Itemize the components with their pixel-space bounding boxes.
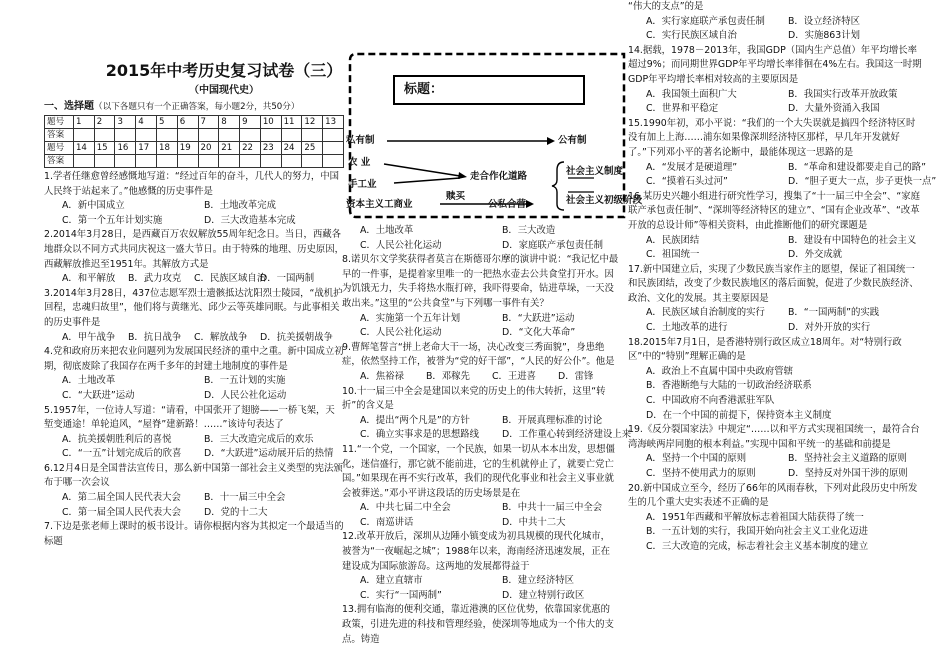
table-cell: 题号	[45, 116, 74, 129]
answer-option[interactable]: C．“摸着石头过河”	[646, 176, 728, 188]
question-list-3	[628, 0, 937, 555]
table-cell: 5	[157, 116, 178, 129]
table-cell: 17	[136, 142, 157, 155]
answer-option[interactable]: A．民族区域自治制度的实行	[646, 307, 765, 319]
answer-option[interactable]: C．“一五”计划完成后的欣喜	[62, 448, 182, 460]
answer-option[interactable]: A．土地改革	[62, 375, 116, 387]
table-cell	[73, 129, 94, 142]
table-cell: 3	[115, 116, 136, 129]
question-text: 2.2014年3月28日，是西藏百万农奴解放55周年纪念日。当日，西藏各地群众以不同方式共同庆祝这一盛大节日。由于特殊的地理、历史原因，西藏解放推迟至1951年。其解放方式是	[44, 229, 345, 270]
table-cell	[136, 129, 157, 142]
table-cell: 11	[281, 116, 302, 129]
option-line	[44, 331, 344, 346]
answer-option[interactable]: A．1951年西藏和平解放标志着祖国大陆获得了统一	[646, 511, 864, 523]
answer-option[interactable]: B．抗日战争	[128, 331, 182, 343]
table-cell: 13	[323, 116, 344, 129]
table-cell: 8	[219, 116, 240, 129]
table-cell: 24	[281, 142, 302, 155]
table-cell	[219, 129, 240, 142]
option-line	[44, 491, 344, 506]
answer-option[interactable]: C．民族区域自治	[194, 273, 267, 285]
table-cell: 14	[73, 142, 94, 155]
table-cell: 10	[260, 116, 281, 129]
answer-option[interactable]: A．建立直辖市	[360, 575, 423, 587]
answer-option[interactable]: A．政治上不直属中国中央政府管辖	[646, 365, 794, 377]
table-cell	[260, 155, 281, 168]
diagram-right-2: 社会主义初级阶段	[566, 195, 643, 206]
answer-option[interactable]: B．十一届三中全会	[204, 492, 286, 504]
table-cell	[281, 155, 302, 168]
answer-option[interactable]: D．实施863计划	[788, 30, 860, 42]
table-cell	[177, 129, 198, 142]
table-cell	[302, 129, 323, 142]
answer-option[interactable]: B．“大跃进”运动	[502, 312, 575, 324]
question-text: 17.新中国建立后，实现了少数民族当家作主的愿望，保证了祖国统一和民族团结，改变了少数民族地区的落后面貌，促进了少数民族经济、政治、文化的发展。其主要原因是	[628, 263, 919, 304]
option-line	[628, 511, 924, 526]
table-cell: 23	[260, 142, 281, 155]
diagram-agriculture: 农 业	[348, 157, 371, 168]
answer-option[interactable]: B．坚持社会主义道路的原则	[788, 453, 907, 465]
table-cell	[281, 129, 302, 142]
table-cell	[157, 155, 178, 168]
answer-option[interactable]: B．土地改革完成	[204, 200, 277, 212]
table-cell	[302, 155, 323, 168]
table-cell: 12	[302, 116, 323, 129]
answer-table-row	[45, 116, 344, 129]
question-text: “伟大的支点”的是	[628, 1, 704, 12]
blackboard-diagram	[342, 52, 643, 222]
answer-option[interactable]: B．设立经济特区	[788, 15, 861, 27]
answer-option[interactable]: C．祖国统一	[646, 249, 700, 261]
option-line	[44, 214, 344, 229]
answer-option[interactable]: D．家庭联产承包责任制	[502, 239, 603, 251]
answer-table-row	[45, 142, 344, 155]
answer-option[interactable]: D．在一个中国的前提下，保持资本主义制度	[646, 409, 832, 421]
option-line	[628, 321, 924, 336]
table-cell: 15	[94, 142, 115, 155]
answer-option[interactable]: B．一五计划的实行，我国开始向社会主义工业化迈进	[646, 526, 869, 538]
column-1	[44, 0, 344, 549]
diagram-capitalist: 资本主义工商业	[346, 199, 413, 210]
answer-option[interactable]: D．工作重心转到经济建设上来	[502, 429, 632, 441]
option-line	[628, 409, 924, 424]
answer-option[interactable]: C．中国政府不向香港派驻军队	[646, 395, 775, 407]
table-cell	[240, 155, 261, 168]
answer-option[interactable]: A．焦裕禄	[360, 370, 404, 382]
question-text: 19.《反分裂国家法》中规定“……以和平方式实现祖国统一，最符合台湾海峡两岸同胞的根本利益。”实现中国和平统一的基础和前提是	[628, 424, 920, 450]
table-cell	[157, 129, 178, 142]
section-title: 一、选择题	[44, 101, 94, 112]
table-cell	[323, 129, 344, 142]
table-cell: 18	[157, 142, 178, 155]
option-line	[628, 467, 924, 482]
diagram-path-cooperative: 走合作化道路	[470, 171, 528, 182]
option-line	[342, 224, 619, 239]
table-cell: 20	[198, 142, 219, 155]
answer-option[interactable]: B．三大改造完成后的欢乐	[204, 433, 314, 445]
option-line	[628, 102, 924, 117]
answer-option[interactable]: D．中共十二大	[502, 516, 566, 528]
option-line	[44, 506, 344, 521]
answer-option[interactable]: B．我国实行改革开放政策	[788, 88, 898, 100]
diagram-handicraft: 手工业	[348, 179, 377, 190]
option-line	[628, 365, 924, 380]
option-line	[628, 394, 924, 409]
answer-option[interactable]: A．我国领土面积广大	[646, 88, 737, 100]
diagram-public: 公有制	[558, 135, 587, 146]
table-cell: 25	[302, 142, 323, 155]
diagram-path-joint: 公私合营	[488, 199, 527, 210]
answer-option[interactable]: C．人民公社化运动	[360, 239, 442, 251]
answer-option[interactable]: D．“胆子更大一点，步子更快一点”	[788, 176, 937, 188]
column-3	[628, 0, 937, 555]
option-line	[628, 525, 924, 540]
answer-option[interactable]: B．“革命和建设都要走自己的路”	[788, 161, 927, 173]
option-line	[628, 248, 924, 263]
question-list-2	[342, 224, 632, 647]
exam-subtitle: （中国现代史）	[189, 85, 259, 96]
answer-option[interactable]: B．邓稼先	[426, 370, 470, 382]
answer-option[interactable]: C．王进喜	[492, 370, 537, 382]
table-cell: 16	[115, 142, 136, 155]
option-line	[342, 370, 619, 385]
option-line	[628, 234, 924, 249]
answer-option[interactable]: D．建立特别行政区	[502, 589, 585, 601]
option-line	[342, 239, 619, 254]
question-text: 4.党和政府历来把农业问题列为发展国民经济的重中之重。新中国成立初期，彻底废除了我国存在两千多年的封建土地制度的事件是	[44, 346, 344, 372]
answer-option[interactable]: A．抗美援朝胜利后的喜悦	[62, 433, 172, 445]
answer-option[interactable]: D．一国两制	[260, 273, 315, 285]
option-line	[628, 306, 924, 321]
option-line	[342, 414, 619, 429]
question-text: 1.学者任继愈曾经感慨地写道：“经过百年的奋斗，几代人的努力，中国人民终于站起来了。”他感慨的历史事件是	[44, 171, 340, 197]
question-text: 13.拥有临海的便利交通，靠近港澳的区位优势，依靠国家优惠的政策，引进先进的科技和管理经验，使深圳等地成为一个伟大的支点。铸造	[342, 604, 614, 645]
option-line	[628, 15, 924, 30]
option-line	[628, 161, 927, 176]
table-cell	[323, 155, 344, 168]
diagram-path-buyout: 赎买	[446, 191, 466, 202]
answer-option[interactable]: D．“大跃进”运动展开后的热情	[204, 448, 334, 460]
answer-option[interactable]: C．实行民族区域自治	[646, 30, 737, 42]
question-text: 14.据载，1978－2013年，我国GDP（国内生产总值）年平均增长率超过9%；而同期世界GDP年平均增长率徘徊在4%左右。我国这一时期GDP年平均增长率相对较高的主要原因是	[628, 44, 922, 85]
table-cell	[177, 155, 198, 168]
answer-option[interactable]: C．第一届全国人民代表大会	[62, 506, 182, 518]
table-cell	[198, 129, 219, 142]
answer-option[interactable]: A．新中国成立	[62, 200, 125, 212]
option-line	[44, 374, 344, 389]
option-line	[342, 312, 619, 327]
question-text: 8.诺贝尔文学奖获得者莫言在斯德哥尔摩的演讲中说：“我记忆中最早的一件事，是提着家里唯一的一把热水壶去公共食堂打开水。因为饥饿无力，失手将热水瓶打碎，我吓得要命，钻进草垛，一天没敢出来。”这里的“公共食堂”与下列哪一事件有关？	[342, 254, 619, 309]
table-cell	[94, 155, 115, 168]
table-cell: 答案	[45, 129, 74, 142]
answer-option[interactable]: C．“大跃进”运动	[62, 389, 135, 401]
answer-option[interactable]: C．坚持不使用武力的原则	[646, 468, 756, 479]
answer-table	[44, 115, 344, 168]
answer-option[interactable]: D．坚持反对外国干涉的原则	[788, 468, 908, 479]
answer-option[interactable]: A．中共七届二中全会	[360, 502, 451, 514]
answer-option[interactable]: A．甲午战争	[62, 331, 116, 343]
answer-option[interactable]: C．土地改革的进行	[646, 322, 728, 334]
answer-option[interactable]: B．武力攻克	[128, 273, 182, 285]
answer-option[interactable]: C．确立实事求是的思想路线	[360, 429, 480, 441]
answer-option[interactable]: A．第二届全国人民代表大会	[62, 492, 181, 504]
answer-option[interactable]: C．世界和平稳定	[646, 103, 719, 115]
answer-option[interactable]: C．实行“一国两制”	[360, 589, 442, 601]
answer-table-row	[45, 129, 344, 142]
table-cell	[115, 129, 136, 142]
table-cell	[136, 155, 157, 168]
option-line	[44, 272, 344, 287]
answer-option[interactable]: D．抗美援朝战争	[260, 331, 333, 343]
answer-option[interactable]: C．人民公社化运动	[360, 327, 442, 339]
answer-option[interactable]: A．坚持一个中国的原则	[646, 453, 747, 465]
answer-option[interactable]: D．三大改造基本完成	[204, 214, 296, 226]
option-line	[342, 516, 619, 531]
diagram-right-1: 社会主义制度	[566, 166, 624, 177]
answer-table-row	[45, 155, 344, 168]
table-cell	[94, 129, 115, 142]
question-text: 9.曹辉笔誓言“拼上老命大干一场，决心改变三秀面貌”，身患绝症，依然坚持工作，被誉为“党的好干部”，“人民的好公仆”。他是	[342, 341, 615, 368]
option-line	[342, 589, 619, 604]
table-cell: 6	[177, 116, 198, 129]
table-cell	[240, 129, 261, 142]
option-line	[342, 501, 619, 516]
answer-option[interactable]: A．实行家庭联产承包责任制	[646, 15, 765, 27]
answer-option[interactable]: A．提出“两个凡是”的方针	[360, 414, 470, 426]
option-line	[628, 452, 924, 467]
option-line	[342, 574, 619, 589]
table-cell	[198, 155, 219, 168]
question-text: 7.下边是张老师上课时的板书设计。请你根据内容为其拟定一个最适当的标题	[44, 521, 344, 547]
table-cell	[323, 142, 344, 155]
option-line	[44, 433, 344, 448]
answer-option[interactable]: B．中共十一届三中全会	[502, 502, 603, 514]
table-cell: 21	[219, 142, 240, 155]
table-cell	[73, 155, 94, 168]
question-list-1	[44, 170, 344, 549]
option-line	[628, 29, 924, 44]
question-text: 15.1990年初，邓小平说：“我们的一个大失误就是搞四个经济特区时没有加上上海……浦东如果像深圳经济特区那样，早几年开发就好了。”下列邓小平的著名论断中，最能体现这一思路的是	[628, 117, 916, 158]
answer-option[interactable]: A．“发展才是硬道理”	[646, 161, 738, 173]
table-cell: 22	[240, 142, 261, 155]
answer-option[interactable]: C．南巡讲话	[360, 516, 414, 528]
option-line	[44, 389, 344, 404]
table-cell: 9	[240, 116, 261, 129]
answer-option[interactable]: D．外交成就	[788, 249, 843, 261]
table-cell: 7	[198, 116, 219, 129]
answer-option[interactable]: A．土地改革	[360, 225, 414, 236]
table-cell: 题号	[45, 142, 74, 155]
table-cell: 4	[136, 116, 157, 129]
question-text: 12.改革开放后，深圳从边陲小镇变成为初具规模的现代化城市，被誉为“一夜崛起之城”；1988年以来，海南经济迅速发展，正在建设成为国际旅游岛。这两地的发展都得益于	[342, 531, 611, 572]
answer-option[interactable]: C．解放战争	[194, 331, 248, 343]
question-text: 5.1957年，一位诗人写道：“请看，中国张开了翅膀——一桥飞架，天堑变通途！单轮追风，“屋脊”建新路！……”该诗句表达了	[44, 404, 335, 431]
answer-option[interactable]: D．雷锋	[558, 370, 594, 382]
answer-option[interactable]: B．“一国两制”的实践	[788, 307, 880, 319]
answer-option[interactable]: B．开展真理标准的讨论	[502, 414, 603, 426]
section-note: （以下各题只有一个正确答案，每小题2分，共50分）	[94, 102, 300, 112]
answer-option[interactable]: B．三大改造	[502, 225, 556, 236]
answer-option[interactable]: A．实施第一个五年计划	[360, 312, 461, 324]
option-line	[628, 379, 924, 394]
section-heading	[44, 100, 344, 114]
answer-option[interactable]: B．一五计划的实施	[204, 375, 286, 387]
option-line	[628, 175, 937, 190]
answer-option[interactable]: D．“文化大革命”	[502, 327, 576, 339]
question-text: 10.十一届三中全会是建国以来党的历史上的伟大转折，这里“转折”的含义是	[342, 385, 606, 412]
option-line	[628, 540, 924, 555]
question-text: 3.2014年3月28日，437位志愿军烈士遗骸抵达沈阳烈士陵园，“战机护回程，忠魂归故里”，他们将与黄继光、邱少云等英雄同眠。与此事相关的历史事件是	[44, 287, 343, 328]
answer-option[interactable]: A．和平解放	[62, 273, 116, 285]
table-cell: 2	[94, 116, 115, 129]
answer-option[interactable]: C．第一个五年计划实施	[62, 214, 163, 226]
table-cell: 19	[177, 142, 198, 155]
exam-title: 2015年中考历史复习试卷（三）	[105, 61, 343, 80]
question-text: 16.某历史兴趣小组进行研究性学习，搜集了“十一届三中全会”、“家庭联产承包责任制”、“深圳等经济特区的建立”、“国有企业改革”、“改革开放的总设计师”等相关资料，由此推断他们的研究课题是	[628, 190, 920, 231]
answer-option[interactable]: D．大量外资涌入我国	[788, 103, 880, 115]
table-cell: 1	[73, 116, 94, 129]
answer-option[interactable]: C．三大改造的完成，标志着社会主义基本制度的建立	[646, 540, 869, 552]
table-cell	[115, 155, 136, 168]
diagram-private: 私有制	[346, 135, 375, 146]
answer-option[interactable]: B．香港断绝与大陆的一切政治经济联系	[646, 380, 812, 392]
diagram-title-label: 标题：	[404, 82, 444, 97]
answer-option[interactable]: B．建立经济特区	[502, 575, 575, 587]
question-text: 18.2015年7月1日，是香港特别行政区成立18周年。对“特别行政区”中的“特别”理解正确的是	[628, 336, 902, 363]
question-text: 11.“一个党，一个国家，一个民族，如果一切从本本出发，思想僵化，迷信盛行，那它就不能前进，它的生机就停止了，就要亡党亡国。”如果现在再不实行改革，我们的现代化事业和社会主义事业就会被葬送。”邓小平讲这段话的历史场景是在	[342, 443, 615, 499]
table-cell	[219, 155, 240, 168]
question-text: 20.新中国成立至今，经历了66年的风雨春秋，下列对此段历史中所发生的几个重大史实表述不正确的是	[628, 482, 918, 509]
column-2	[342, 0, 643, 647]
answer-option[interactable]: A．民族团结	[646, 234, 700, 246]
option-line	[44, 447, 344, 462]
question-text: 6.12月4日是全国普法宣传日，那么新中国第一部社会主义类型的宪法颁布于哪一次会议	[44, 462, 343, 489]
answer-option[interactable]: D．党的十二大	[204, 506, 268, 518]
answer-option[interactable]: B．建设有中国特色的社会主义	[788, 234, 917, 246]
option-line	[628, 88, 924, 103]
option-line	[342, 428, 632, 443]
option-line	[342, 326, 619, 341]
answer-option[interactable]: D．对外开放的实行	[788, 322, 871, 334]
table-cell: 答案	[45, 155, 74, 168]
answer-option[interactable]: D．人民公社化运动	[204, 389, 287, 401]
option-line	[44, 199, 344, 214]
table-cell	[260, 129, 281, 142]
